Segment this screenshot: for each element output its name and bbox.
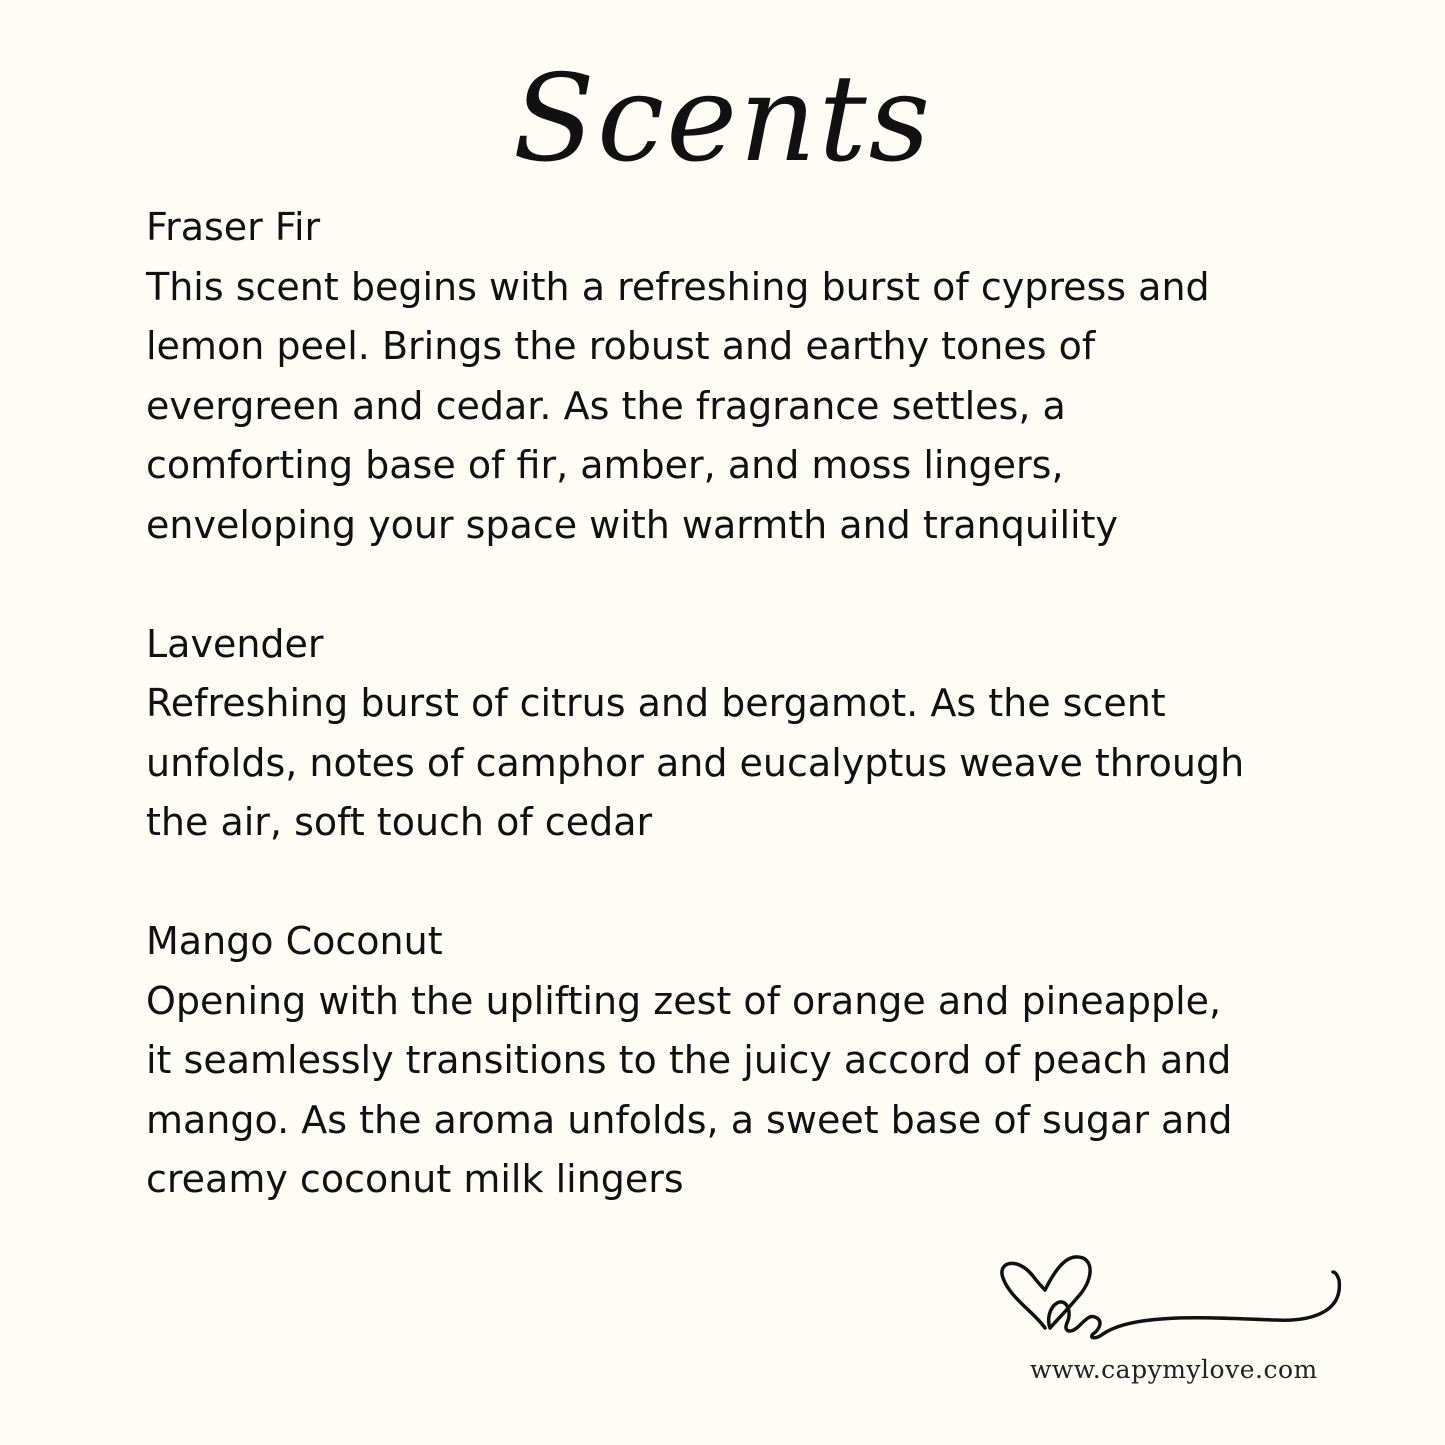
scent-description-line: This scent begins with a refreshing burst of cypress and	[146, 264, 1210, 309]
scent-description-line: evergreen and cedar. As the fragrance settles, a	[146, 383, 1066, 428]
scent-description-line: unfolds, notes of camphor and eucalyptus weave through	[146, 740, 1245, 785]
scent-description-line: enveloping your space with warmth and tranquility	[146, 502, 1119, 547]
website-url: www.capymylove.com	[1030, 1355, 1318, 1384]
scent-description-line: it seamlessly transitions to the juicy accord of peach and	[146, 1038, 1232, 1082]
scent-description-line: mango. As the aroma unfolds, a sweet base of sugar and	[146, 1097, 1233, 1142]
scent-description-line: the air, soft touch of cedar	[146, 800, 653, 844]
scent-description-line: Opening with the uplifting zest of orange and pineapple,	[146, 978, 1222, 1023]
scent-description-line: comforting base of fir, amber, and moss lingers,	[146, 443, 1064, 487]
scent-description-line: lemon peel. Brings the robust and earthy tones of	[146, 324, 1096, 368]
scent-lavender	[146, 615, 1306, 853]
scent-name: Fraser Fir	[146, 205, 321, 249]
page-title: Scents	[512, 50, 933, 189]
scent-fraser-fir	[146, 198, 1306, 555]
scent-description-line: creamy coconut milk lingers	[146, 1157, 684, 1201]
scent-name: Mango Coconut	[146, 919, 443, 963]
scent-name: Lavender	[146, 621, 324, 666]
brand-logo	[995, 1248, 1355, 1408]
scent-list	[146, 198, 1306, 1269]
heart-signature-icon	[995, 1248, 1355, 1358]
scent-description-line: Refreshing burst of citrus and bergamot. As the scent	[146, 681, 1166, 725]
scent-mango-coconut	[146, 912, 1306, 1210]
